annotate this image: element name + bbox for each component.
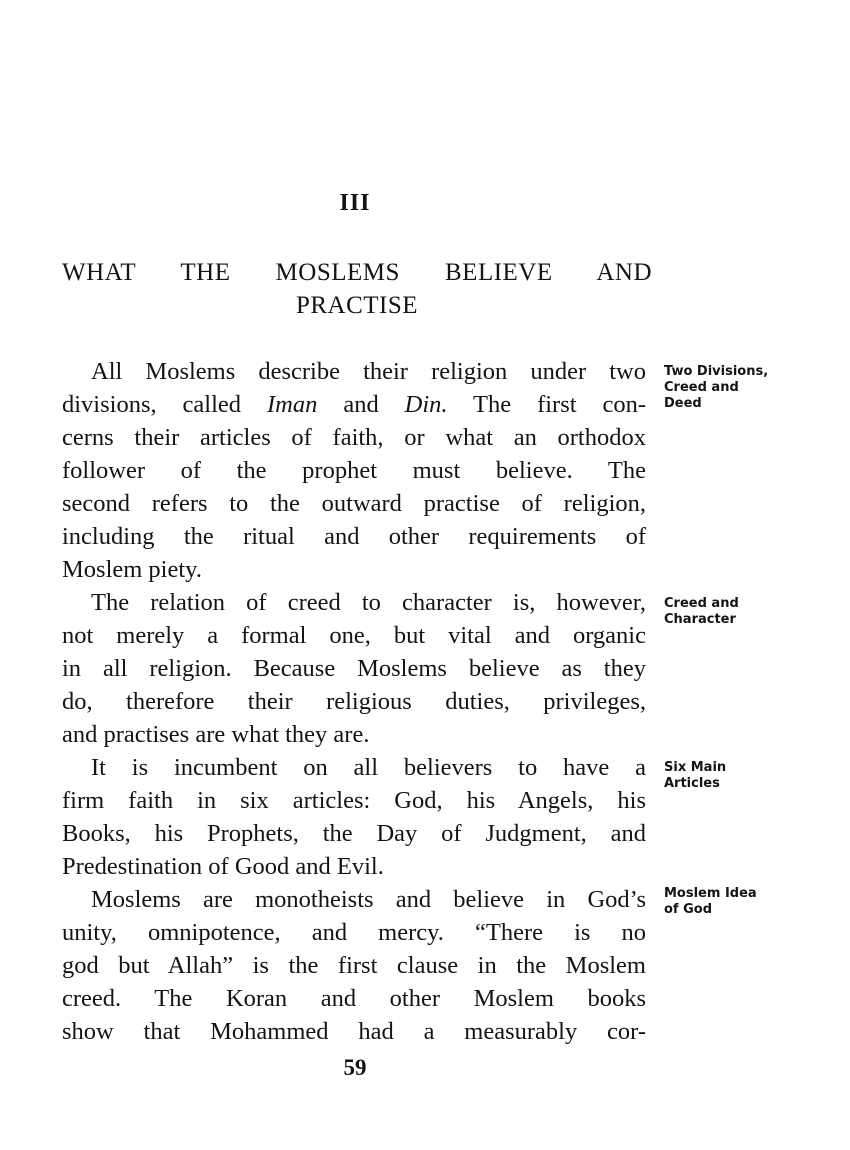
text-line — [62, 388, 646, 421]
text-line: in all religion. Because Moslems believe as they — [62, 655, 646, 682]
sidenote-creed-and-character — [664, 596, 844, 628]
text-fragment: The first con- — [473, 391, 647, 418]
sidenote-line: Moslem Idea — [664, 886, 757, 901]
text-line: do, therefore their religious duties, privileges, — [62, 688, 646, 715]
page-number: 59 — [343, 1055, 367, 1080]
text-line: not merely a formal one, but vital and organic — [62, 622, 646, 649]
sidenote-six-main-articles — [664, 760, 844, 792]
text-line: unity, omnipotence, and mercy. “There is no — [62, 919, 646, 946]
text-fragment: and — [343, 391, 379, 418]
chapter-title-line: WHAT THE MOSLEMS BELIEVE AND — [62, 259, 652, 286]
sidenote-two-divisions — [664, 364, 844, 412]
sidenote-line: Character — [664, 612, 736, 627]
text-line: Moslems are monotheists and believe in God’s — [91, 886, 646, 913]
text-line: creed. The Koran and other Moslem books — [62, 985, 646, 1012]
sidenote-line: Two Divisions, — [664, 364, 769, 379]
text-line: Moslem piety. — [62, 556, 202, 583]
chapter-number: III — [339, 190, 371, 216]
text-line: Predestination of Good and Evil. — [62, 853, 384, 880]
italic-term-din: Din. — [404, 391, 448, 418]
text-line: follower of the prophet must believe. The — [62, 457, 646, 484]
text-line: firm faith in six articles: God, his Angels, his — [62, 787, 646, 814]
chapter-title-line: PRACTISE — [295, 292, 419, 319]
sidenote-moslem-idea-of-god — [664, 886, 844, 918]
text-line: The relation of creed to character is, however, — [91, 589, 646, 616]
text-line: second refers to the outward practise of religion, — [62, 490, 646, 517]
text-line: cerns their articles of faith, or what an orthodox — [62, 424, 646, 451]
sidenote-line: Creed and — [664, 596, 739, 611]
italic-term-iman: Iman — [267, 391, 318, 418]
text-line: All Moslems describe their religion under two — [91, 358, 646, 385]
sidenote-line: Articles — [664, 776, 720, 791]
chapter-title — [62, 256, 652, 322]
text-line: show that Mohammed had a measurably cor- — [62, 1018, 646, 1045]
text-line: It is incumbent on all believers to have a — [91, 754, 646, 781]
text-line: Books, his Prophets, the Day of Judgment, and — [62, 820, 646, 847]
text-line: including the ritual and other requirements of — [62, 523, 646, 550]
sidenote-line: Creed and — [664, 380, 739, 395]
text-fragment: divisions, called — [62, 391, 242, 418]
sidenote-line: of God — [664, 902, 713, 917]
sidenote-line: Deed — [664, 396, 702, 411]
text-line: god but Allah” is the first clause in the Moslem — [62, 952, 646, 979]
sidenote-line: Six Main — [664, 760, 727, 775]
text-line: and practises are what they are. — [62, 721, 370, 748]
